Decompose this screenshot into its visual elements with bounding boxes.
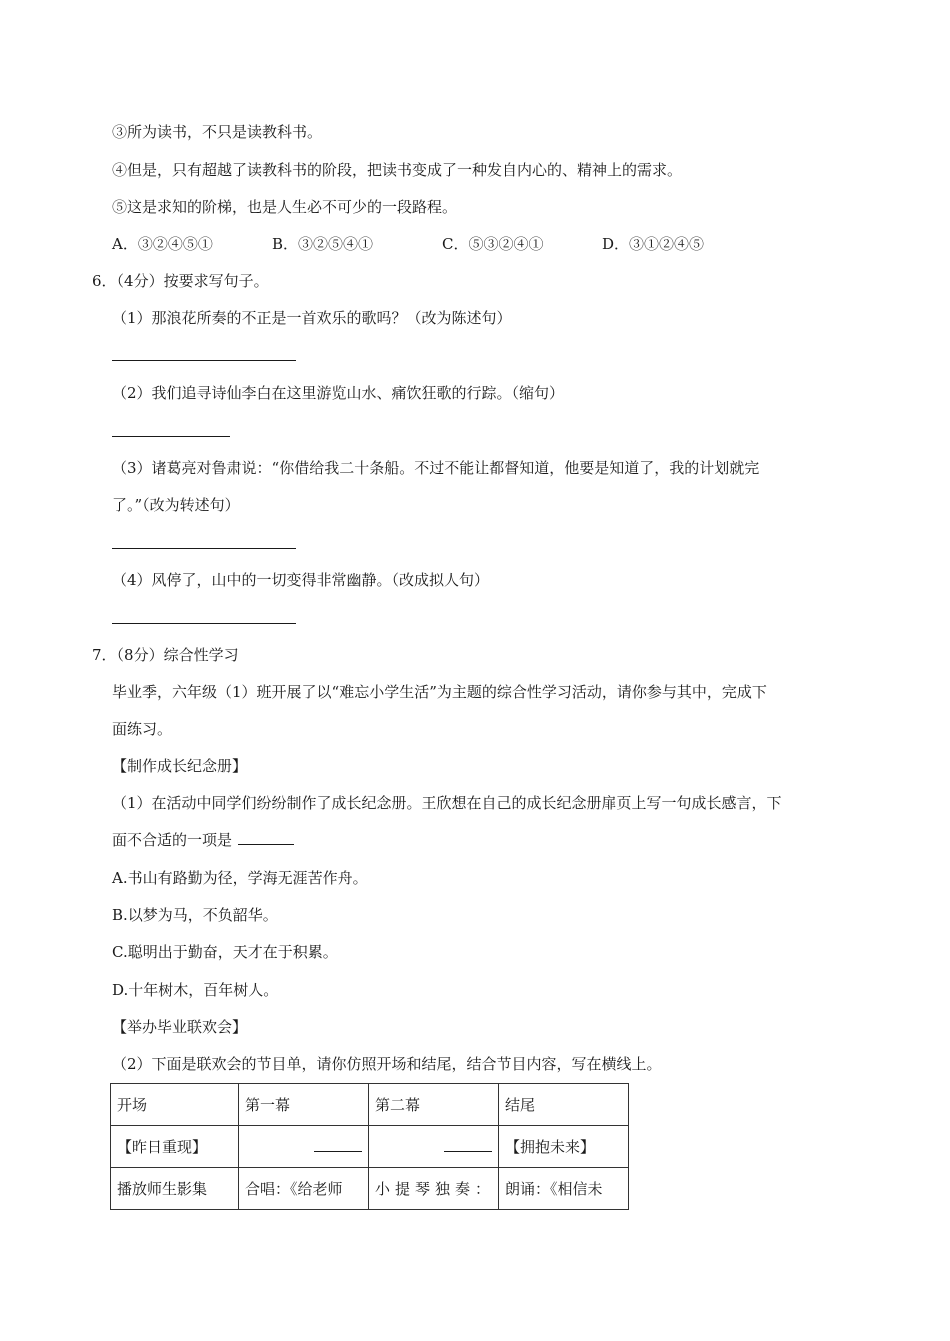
q7-part1-b-row [112,830,294,850]
cell-act1-content: 合唱：《给老师 [239,1168,369,1210]
table-row [111,1126,629,1168]
option-line-4: ④但是，只有超越了读教科书的阶段，把读书变成了一种发自内心的、精神上的需求。 [112,161,683,179]
q7-option-c: C.聪明出于勤奋，天才在于积累。 [112,943,338,961]
q7-intro-a: 毕业季，六年级（1）班开展了以“难忘小学生活”为主题的综合性学习活动，请你参与其中，完成下 [112,683,767,701]
q7-option-d: D.十年树木，百年树人。 [112,981,279,999]
question-7-title: 7．（8分）综合性学习 [92,646,239,664]
q6-sentence-2: （2）我们追寻诗仙李白在这里游览山水、痛饮狂歌的行踪。（缩句） [112,384,565,402]
option-line-3: ③所为读书，不只是读教科书。 [112,123,323,141]
cell-ending-title: 【拥抱未来】 [499,1126,629,1168]
table-row [111,1168,629,1210]
q6-answer-line-1[interactable] [112,360,296,361]
header-cell-act1: 第一幕 [239,1084,369,1126]
cell-ending-content: 朗诵：《相信未 [499,1168,629,1210]
q7-part1-a: （1）在活动中同学们纷纷制作了成长纪念册。王欣想在自己的成长纪念册扉页上写一句成长感言，下 [112,794,782,812]
q6-sentence-3b: 了。”（改为转述句） [112,496,240,514]
q6-answer-line-3[interactable] [112,548,296,549]
choice-d: D．③①②④⑤ [602,235,705,253]
cell-opening-title: 【昨日重现】 [111,1126,239,1168]
q7-option-b: B.以梦为马，不负韶华。 [112,906,278,924]
q6-sentence-3a: （3）诸葛亮对鲁肃说：“你借给我二十条船。不过不能让都督知道，他要是知道了，我的计划就完 [112,459,760,477]
choice-b: B．③②⑤④① [272,235,374,253]
q7-part1-answer-blank[interactable] [238,830,294,845]
header-cell-act2: 第二幕 [369,1084,499,1126]
header-cell-opening: 开场 [111,1084,239,1126]
choice-c: C．⑤③②④① [442,235,544,253]
act2-answer-blank[interactable] [444,1137,492,1152]
q7-intro-b: 面练习。 [112,720,173,738]
q6-answer-line-2[interactable] [112,436,230,437]
choice-a: A．③②④⑤① [112,235,213,253]
q6-sentence-1: （1）那浪花所奏的不正是一首欢乐的歌吗？（改为陈述句） [112,309,512,327]
cell-opening-content: 播放师生影集 [111,1168,239,1210]
cell-act2-content: 小提琴独奏： [369,1168,499,1210]
option-line-5: ⑤这是求知的阶梯，也是人生必不可少的一段路程。 [112,198,458,216]
q6-sentence-4: （4）风停了，山中的一切变得非常幽静。（改成拟人句） [112,571,490,589]
q7-part1-b: 面不合适的一项是 [112,831,233,849]
program-table [110,1083,629,1210]
q6-answer-line-4[interactable] [112,623,296,624]
question-6-title: 6．（4分）按要求写句子。 [92,272,269,290]
header-cell-ending: 结尾 [499,1084,629,1126]
q7-option-a: A.书山有路勤为径，学海无涯苦作舟。 [112,869,368,887]
q7-part2: （2）下面是联欢会的节目单，请你仿照开场和结尾，结合节目内容，写在横线上。 [112,1055,662,1073]
q7-section-2: 【举办毕业联欢会】 [112,1018,248,1036]
table-row [111,1084,629,1126]
act1-answer-blank[interactable] [314,1137,362,1152]
q7-section-1: 【制作成长纪念册】 [112,757,248,775]
cell-act2-blank[interactable] [369,1126,499,1168]
cell-act1-blank[interactable] [239,1126,369,1168]
